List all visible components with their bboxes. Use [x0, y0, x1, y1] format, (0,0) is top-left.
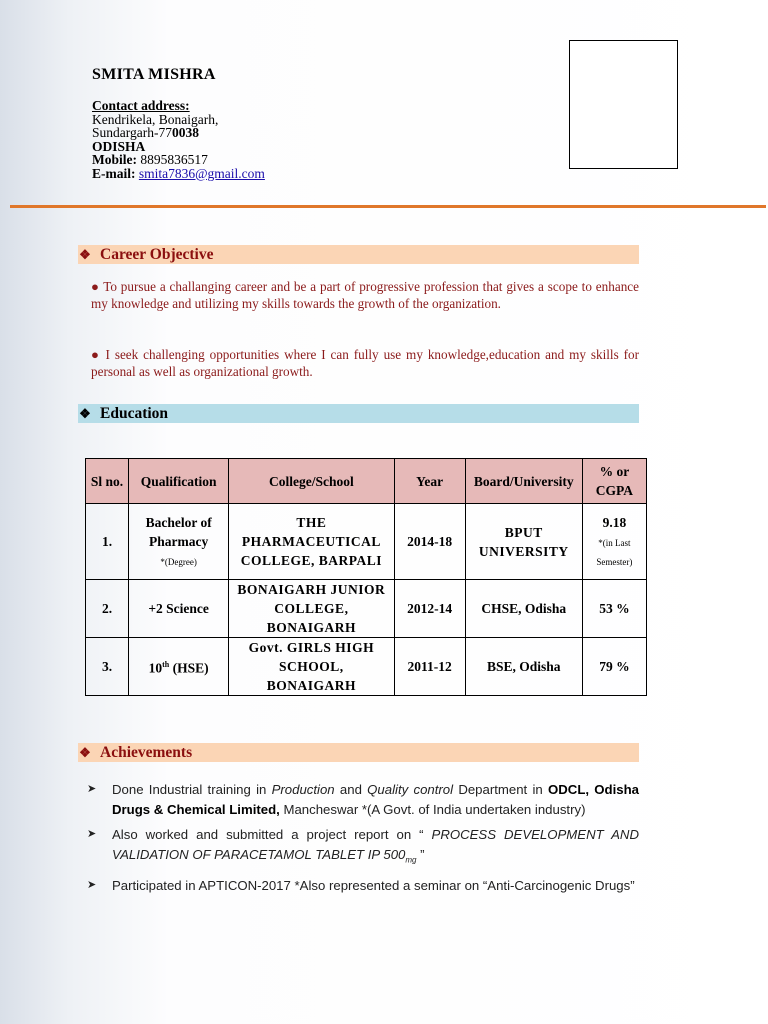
ach1-bold: ODCL, Odisha Drugs & Chemical Limited, [112, 782, 639, 817]
table-header-row [86, 459, 647, 504]
table-row [86, 638, 647, 696]
sl-cell: 2. [86, 580, 129, 638]
ach1-text-2: and [334, 782, 368, 797]
diamond-bullet-icon: ❖ [79, 405, 91, 421]
address-line2-a: Sundargarh-77 [92, 125, 172, 140]
dot-bullet-icon: ● [91, 279, 100, 294]
ach1-text-4: Mancheswar *(A Govt. of India undertaken industry) [279, 801, 586, 817]
sl-cell: 3. [86, 638, 129, 696]
mobile-number: 8895836517 [140, 152, 208, 167]
col-header: Qualification [129, 459, 229, 504]
objective-text-2: I seek challenging opportunities where I can fully use my knowledge,education and my skills for personal as well as organizational growth. [91, 347, 640, 379]
achievements-heading [78, 743, 639, 762]
score-cell [582, 504, 646, 580]
ach2-italic: PROCESS DEVELOPMENT AND VALIDATION OF PARACETAMOL TABLET IP 500 [112, 827, 639, 862]
col-header: % or CGPA [582, 459, 646, 504]
state: ODISHA [92, 138, 146, 154]
year-cell: 2012-14 [394, 580, 465, 638]
achievements-title: Achievements [100, 743, 193, 761]
year-cell: 2011-12 [394, 638, 465, 696]
diamond-bullet-icon: ❖ [79, 744, 91, 760]
qualification-text-a: 10 [148, 660, 163, 676]
college-cell: Govt. GIRLS HIGH SCHOOL, BONAIGARH [229, 638, 394, 696]
college-cell: BONAIGARH JUNIOR COLLEGE, BONAIGARH [229, 580, 394, 638]
objective-paragraph-1 [91, 278, 639, 312]
education-title: Education [100, 404, 169, 422]
qualification-cell [129, 504, 229, 580]
score-value: 9.18 [602, 515, 627, 530]
score-note: *(in Last Semester) [596, 538, 633, 567]
objective-paragraph-2 [91, 346, 639, 380]
arrow-bullet-icon: ➤ [87, 828, 97, 840]
col-header: Year [394, 459, 465, 504]
list-item [87, 825, 639, 870]
ach1-italic-2: Quality control [367, 782, 454, 797]
email-link[interactable]: smita7836@gmail.com [138, 165, 265, 181]
career-objective-heading [78, 245, 639, 264]
qualification-sup: th [162, 660, 170, 670]
qualification-cell: +2 Science [129, 580, 229, 638]
address-line1: Kendrikela, Bonaigarh, [92, 111, 219, 127]
arrow-bullet-icon: ➤ [87, 878, 97, 891]
qualification-text-b: (HSE) [169, 660, 209, 676]
ach2-text-1: Also worked and submitted a project report on “ [112, 827, 432, 842]
career-objective-title: Career Objective [100, 245, 214, 263]
diamond-bullet-icon: ❖ [79, 246, 91, 262]
ach1-text-3: Department in [453, 782, 549, 797]
arrow-bullet-icon: ➤ [87, 783, 97, 795]
ach3-text: Participated in APTICON-2017 *Also represented a seminar on “Anti-Carcinogenic Drugs” [112, 877, 635, 893]
candidate-name: SMITA MISHRA [92, 66, 216, 83]
list-item [87, 780, 639, 819]
table-row [86, 580, 647, 638]
board-cell: CHSE, Odisha [465, 580, 582, 638]
score-cell: 79 % [582, 638, 646, 696]
achievements-list [87, 780, 639, 901]
qualification-text: Bachelor of Pharmacy [145, 515, 212, 549]
email-label: E-mail: [92, 165, 136, 181]
board-cell: BSE, Odisha [465, 638, 582, 696]
education-table [85, 458, 647, 696]
objective-text-1: To pursue a challanging career and be a part of progressive profession that gives a scope to enhance my knowledge and utilizing my skills towards the growth of the organization. [91, 279, 639, 311]
mobile-label: Mobile: [92, 152, 137, 167]
table-row [86, 504, 647, 580]
year-cell: 2014-18 [394, 504, 465, 580]
sl-cell: 1. [86, 504, 129, 580]
dot-bullet-icon: ● [91, 347, 101, 362]
contact-heading: Contact address: [92, 98, 190, 113]
score-cell: 53 % [582, 580, 646, 638]
ach2-text-2: ” [416, 846, 425, 862]
qualification-cell [129, 638, 229, 696]
list-item [87, 876, 639, 896]
address-line2-b: 0038 [172, 125, 199, 140]
ach1-text-1: Done Industrial training in [112, 782, 272, 797]
ach1-italic-1: Production [271, 782, 335, 797]
photo-placeholder [569, 40, 678, 169]
col-header: College/School [229, 459, 394, 504]
qualification-note: *(Degree) [160, 557, 197, 567]
contact-block [92, 99, 265, 180]
header-divider [10, 205, 766, 208]
col-header: Sl no. [86, 459, 129, 504]
board-cell: BPUT UNIVERSITY [465, 504, 582, 580]
education-heading [78, 404, 639, 423]
ach2-sub: mg [405, 855, 417, 865]
col-header: Board/University [465, 459, 582, 504]
college-cell: THE PHARMACEUTICAL COLLEGE, BARPALI [229, 504, 394, 580]
